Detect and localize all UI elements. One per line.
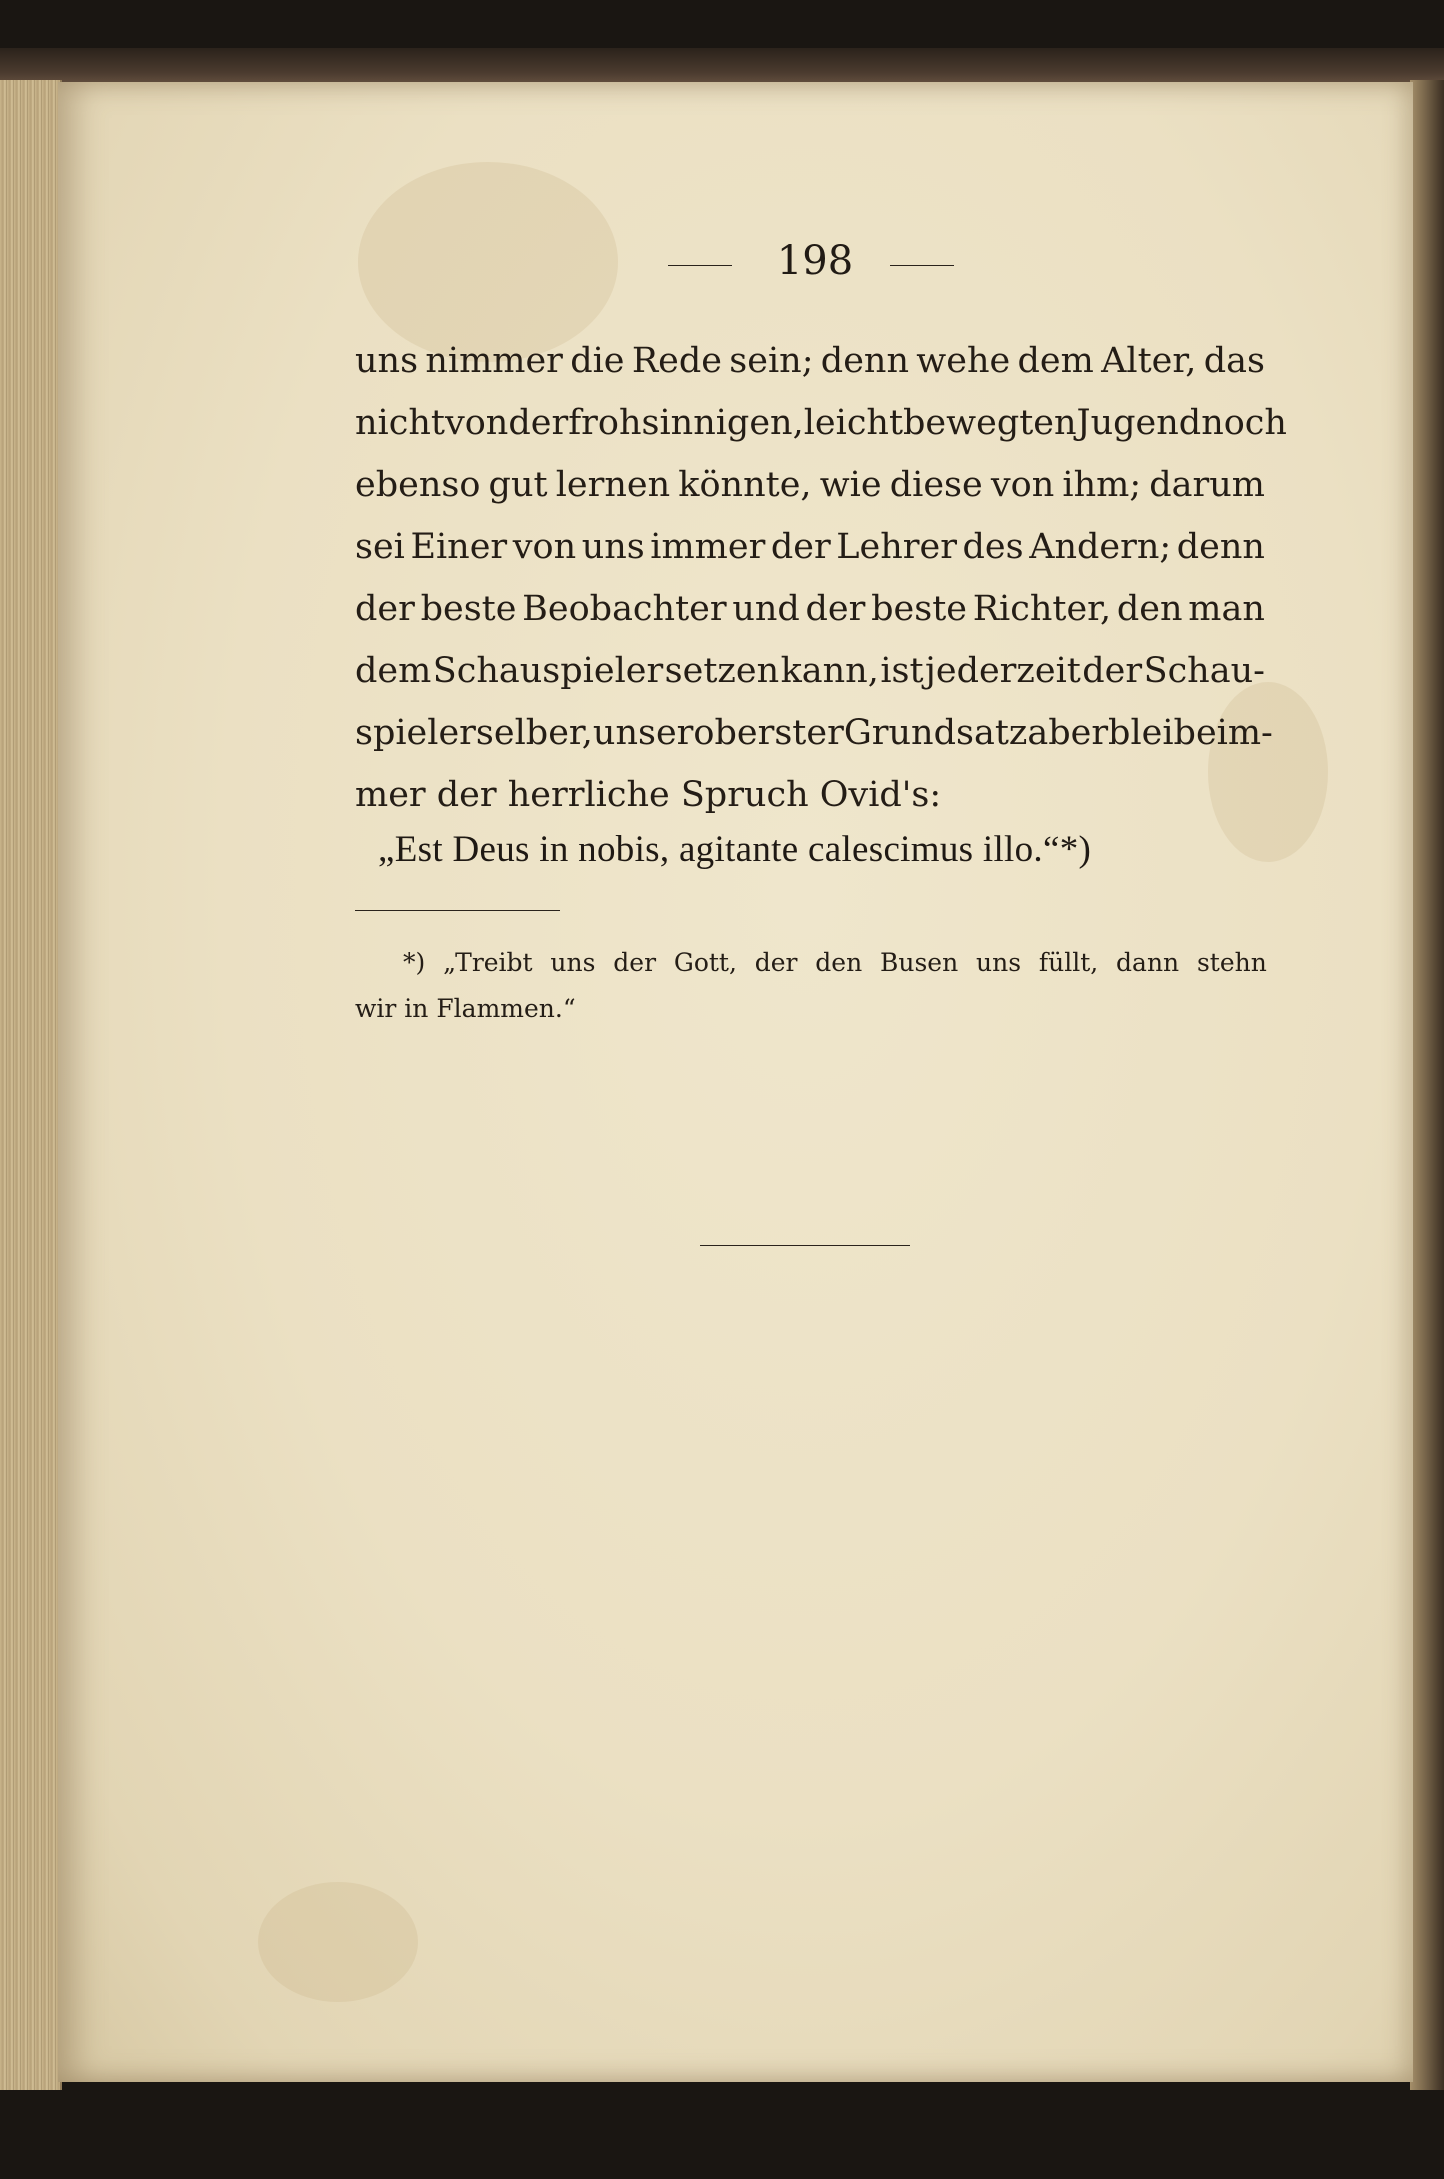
text-line (355, 702, 1273, 764)
word: uns (581, 527, 645, 567)
word: sein; (729, 341, 814, 381)
word: aber (1027, 713, 1109, 753)
paper-stain (258, 1882, 418, 2002)
page-number-dash-left (668, 265, 732, 266)
word: selber, (475, 713, 593, 753)
word: *) (403, 948, 426, 977)
word: gut (488, 465, 548, 505)
page-number-dash-right (890, 265, 954, 266)
word: Rede (631, 341, 722, 381)
word: denn (820, 341, 909, 381)
text-line (355, 330, 1265, 392)
word: der (508, 403, 569, 443)
word: Alter, (1101, 341, 1197, 381)
word: von (512, 527, 577, 567)
word: uns (355, 341, 419, 381)
word: und (732, 589, 800, 629)
text-line (355, 578, 1265, 640)
word: dann (1116, 948, 1180, 977)
word: uns (976, 948, 1022, 977)
word: noch (1201, 403, 1287, 443)
text-line (355, 392, 1287, 454)
word: „Treibt (443, 948, 533, 977)
word: denn (1176, 527, 1265, 567)
word: Gott, (673, 948, 737, 977)
word: immer (650, 527, 766, 567)
word: unser (592, 713, 694, 753)
page-stack-edge (0, 80, 62, 2090)
word: der (613, 948, 657, 977)
word: von (990, 465, 1055, 505)
word: spieler (355, 713, 476, 753)
word: von (444, 403, 509, 443)
page-number: 198 (776, 238, 854, 284)
word: Jugend (1076, 403, 1202, 443)
word: Grundsatz (843, 713, 1028, 753)
end-rule (700, 1245, 910, 1246)
footnote-rule (355, 910, 560, 911)
footnote-line: wir in Flammen.“ (355, 994, 576, 1023)
word: man (1188, 589, 1265, 629)
word: Busen (880, 948, 959, 977)
body-text (355, 330, 1287, 826)
word: Schau- (1143, 651, 1265, 691)
word: beste (420, 589, 517, 629)
word: ist (880, 651, 924, 691)
word: die (570, 341, 625, 381)
word: oberster (693, 713, 844, 753)
word: stehn (1196, 948, 1267, 977)
word: leichtbewegten (803, 403, 1077, 443)
word: dem (355, 651, 432, 691)
text-line: mer der herrliche Spruch Ovid's: (355, 775, 942, 815)
word: Einer (410, 527, 508, 567)
word: den (815, 948, 863, 977)
latin-quote: „Est Deus in nobis, agitante calescimus illo.“*) (378, 829, 1092, 870)
word: setzen (664, 651, 780, 691)
word: Lehrer (836, 527, 957, 567)
word: beste (871, 589, 967, 629)
binding-edge (1410, 80, 1444, 2090)
word: frohsinnigen, (568, 403, 804, 443)
word: lernen (555, 465, 671, 505)
word: darum (1149, 465, 1265, 505)
text-line (355, 454, 1265, 516)
word: dem (1017, 341, 1094, 381)
word: füllt, (1038, 948, 1099, 977)
word: jederzeit (925, 651, 1081, 691)
word: den (1116, 589, 1183, 629)
text-line (355, 640, 1265, 702)
word: der (770, 527, 831, 567)
word: des (962, 527, 1024, 567)
word: Andern; (1029, 527, 1172, 567)
word: das (1203, 341, 1265, 381)
footnote-line (355, 940, 1267, 986)
footnote (355, 940, 1267, 1032)
word: Beobachter (522, 589, 727, 629)
word: könnte, (678, 465, 812, 505)
word: der (754, 948, 798, 977)
word: kann, (780, 651, 879, 691)
word: nicht (355, 403, 445, 443)
word: sei (355, 527, 405, 567)
word: wie (819, 465, 882, 505)
word: ebenso (355, 465, 481, 505)
word: nimmer (425, 341, 563, 381)
word: Richter, (972, 589, 1112, 629)
word: im- (1216, 713, 1273, 753)
word: Schauspieler (432, 651, 664, 691)
word: diese (889, 465, 983, 505)
word: wehe (916, 341, 1011, 381)
word: ihm; (1062, 465, 1142, 505)
word: bleibe (1108, 713, 1217, 753)
word: uns (550, 948, 596, 977)
word: der (805, 589, 866, 629)
word: der (355, 589, 415, 629)
word: der (1082, 651, 1143, 691)
text-line (355, 516, 1265, 578)
